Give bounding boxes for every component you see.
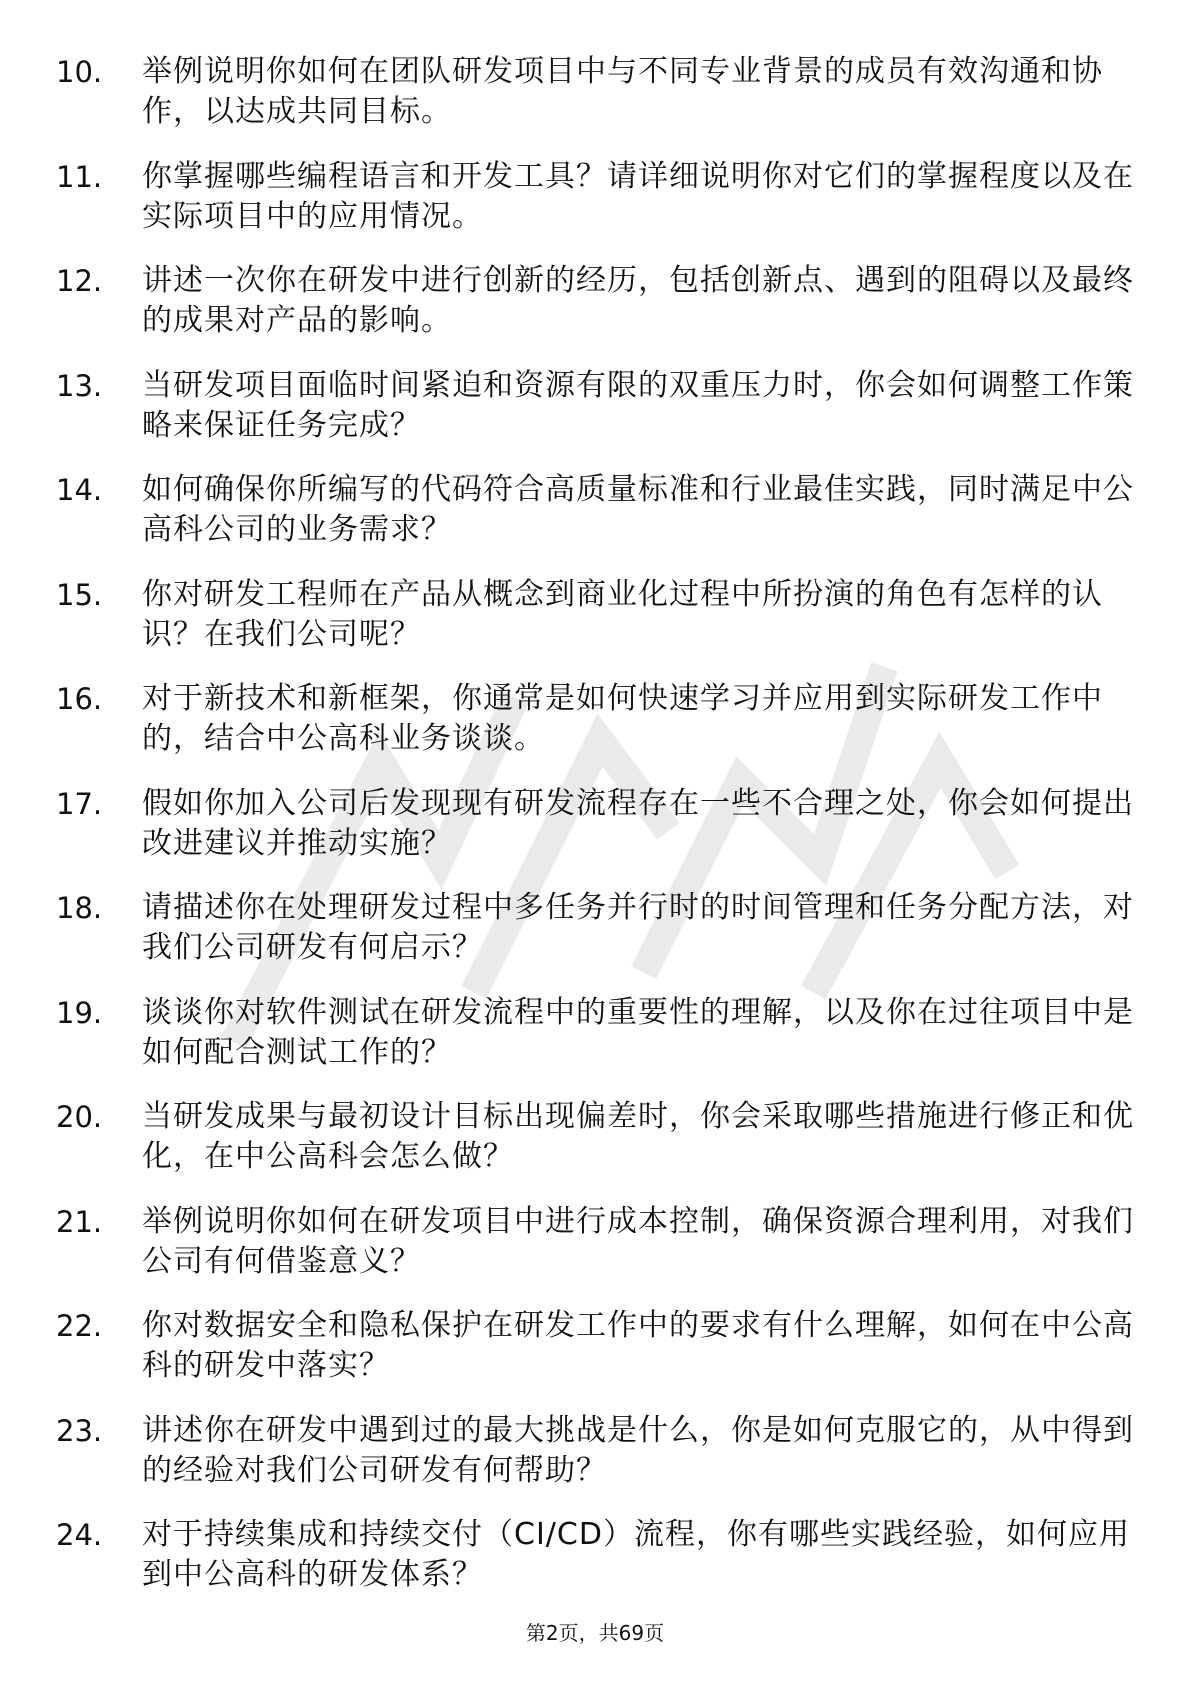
list-item bbox=[56, 52, 1136, 157]
question-number: 13. bbox=[56, 368, 103, 403]
question-text: 对于新技术和新框架，你通常是如何快速学习并应用到实际研发工作中的，结合中公高科业务谈谈。 bbox=[142, 681, 1103, 756]
question-number: 17. bbox=[56, 786, 103, 821]
list-item bbox=[56, 1515, 1136, 1620]
question-text: 你对研发工程师在产品从概念到商业化过程中所扮演的角色有怎样的认识？在我们公司呢？ bbox=[142, 576, 1103, 652]
list-item bbox=[56, 679, 1136, 784]
question-number: 21. bbox=[56, 1204, 103, 1239]
question-text: 你对数据安全和隐私保护在研发工作中的要求有什么理解，如何在中公高科的研发中落实？ bbox=[142, 1308, 1134, 1383]
question-text: 请描述你在处理研发过程中多任务并行时的时间管理和任务分配方法，对我们公司研发有何启示？ bbox=[142, 890, 1134, 965]
question-number: 16. bbox=[56, 682, 103, 716]
question-text: 讲述你在研发中遇到过的最大挑战是什么，你是如何克服它的，从中得到的经验对我们公司研发有何帮助？ bbox=[142, 1412, 1134, 1488]
list-item bbox=[56, 1411, 1136, 1516]
question-text: 如何确保你所编写的代码符合高质量标准和行业最佳实践，同时满足中公高科公司的业务需求？ bbox=[142, 472, 1134, 547]
question-number: 11. bbox=[56, 159, 103, 194]
question-number: 18. bbox=[56, 891, 103, 925]
question-text: 当研发项目面临时间紧迫和资源有限的双重压力时，你会如何调整工作策略来保证任务完成？ bbox=[142, 367, 1134, 443]
question-number: 12. bbox=[56, 264, 103, 298]
question-text: 举例说明你如何在研发项目中进行成本控制，确保资源合理利用，对我们公司有何借鉴意义？ bbox=[142, 1203, 1134, 1279]
list-item bbox=[56, 1097, 1136, 1202]
question-text: 当研发成果与最初设计目标出现偏差时，你会采取哪些措施进行修正和优化，在中公高科会怎么做？ bbox=[142, 1099, 1134, 1174]
page-number-label: 第2页，共69页 bbox=[525, 1621, 665, 1645]
question-text: 假如你加入公司后发现现有研发流程存在一些不合理之处，你会如何提出改进建议并推动实施？ bbox=[142, 785, 1134, 861]
question-number: 20. bbox=[56, 1100, 103, 1134]
list-item bbox=[56, 575, 1136, 680]
list-item bbox=[56, 366, 1136, 471]
question-text: 对于持续集成和持续交付（CI/CD）流程，你有哪些实践经验，如何应用到中公高科的研发体系？ bbox=[142, 1517, 1130, 1592]
list-item bbox=[56, 784, 1136, 889]
list-item bbox=[56, 993, 1136, 1098]
question-text: 讲述一次你在研发中进行创新的经历，包括创新点、遇到的阻碍以及最终的成果对产品的影响。 bbox=[142, 263, 1134, 338]
question-number: 23. bbox=[56, 1413, 103, 1448]
question-number: 15. bbox=[56, 577, 103, 612]
question-number: 14. bbox=[56, 473, 103, 507]
question-number: 19. bbox=[56, 995, 103, 1030]
page-footer bbox=[0, 1620, 1190, 1646]
question-number: 22. bbox=[56, 1309, 103, 1343]
question-text: 举例说明你如何在团队研发项目中与不同专业背景的成员有效沟通和协作，以达成共同目标。 bbox=[142, 54, 1103, 129]
question-list bbox=[56, 52, 1136, 1620]
question-text: 谈谈你对软件测试在研发流程中的重要性的理解，以及你在过往项目中是如何配合测试工作的？ bbox=[142, 994, 1134, 1070]
list-item bbox=[56, 1306, 1136, 1411]
list-item bbox=[56, 1202, 1136, 1307]
list-item bbox=[56, 470, 1136, 575]
list-item bbox=[56, 888, 1136, 993]
question-text: 你掌握哪些编程语言和开发工具？请详细说明你对它们的掌握程度以及在实际项目中的应用情况。 bbox=[142, 158, 1134, 234]
list-item bbox=[56, 157, 1136, 262]
list-item bbox=[56, 261, 1136, 366]
question-number: 10. bbox=[56, 55, 103, 89]
question-number: 24. bbox=[56, 1518, 103, 1552]
